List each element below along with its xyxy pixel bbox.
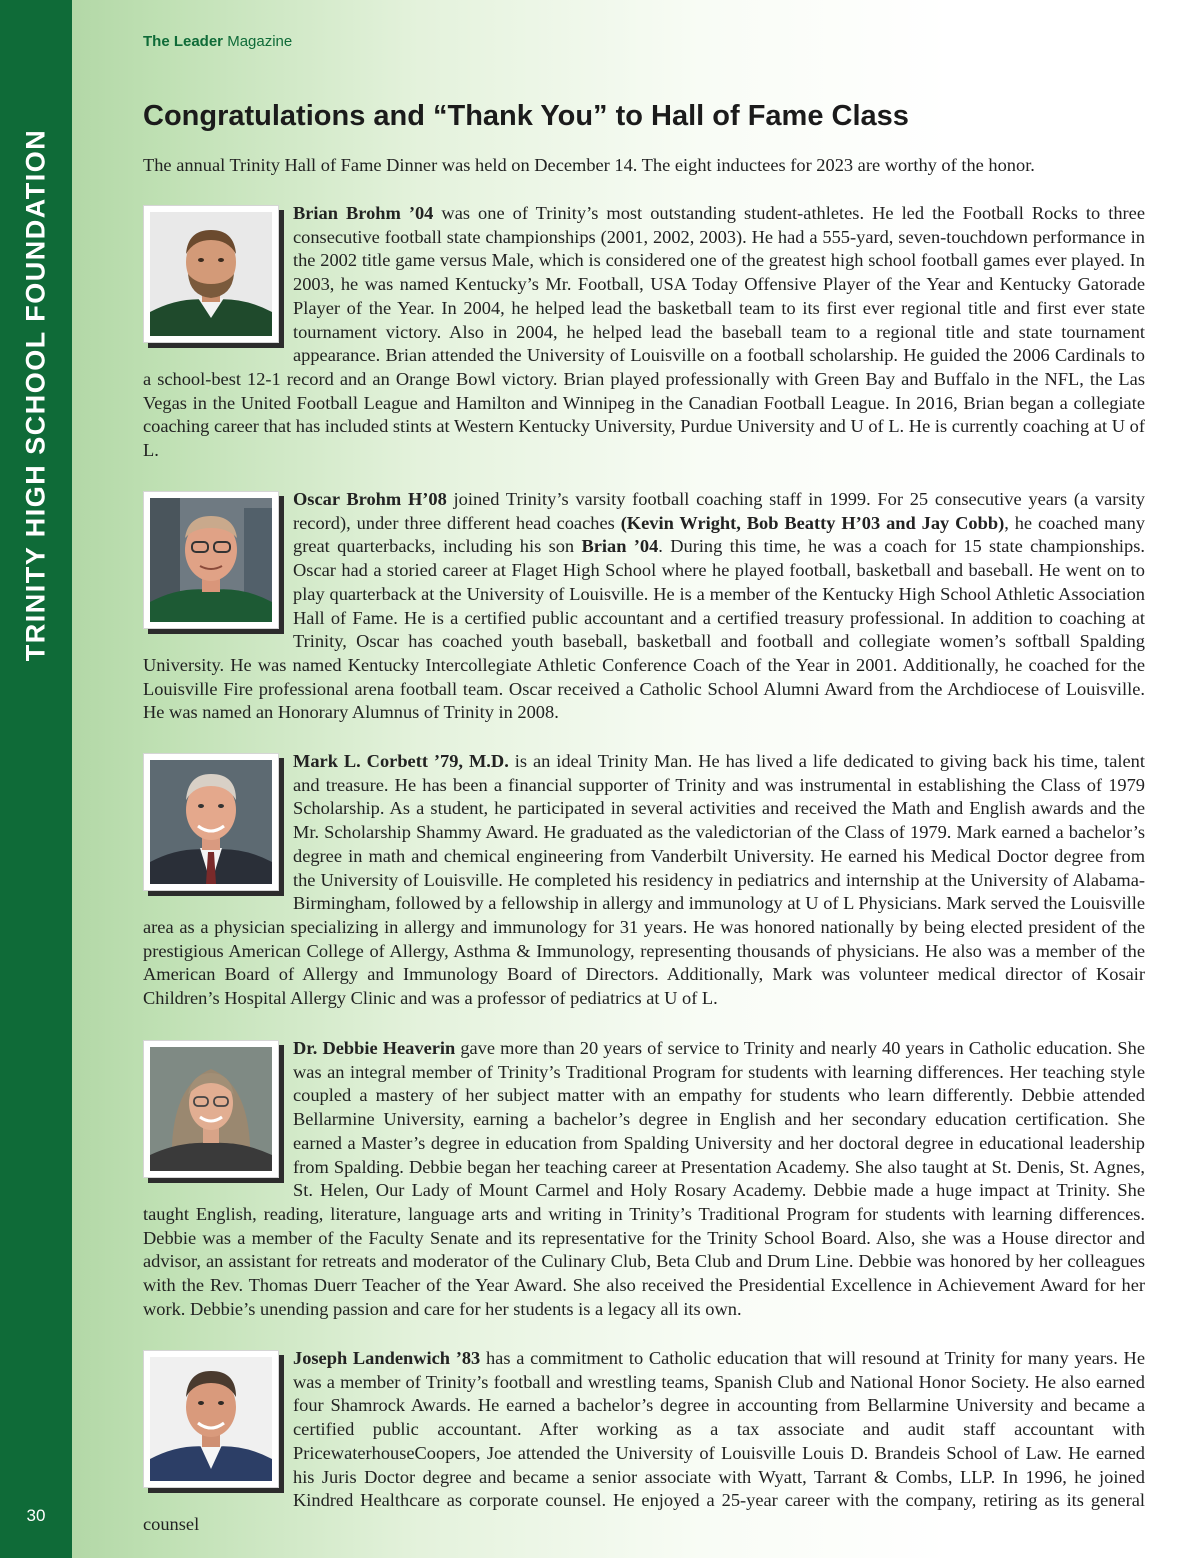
son-name: Brian ’04 — [581, 536, 659, 557]
bio-body: joined Trinity’s varsity football coaching staff in 1999. For 25 consecutive years (a varsity record), under three different head coaches — [293, 489, 1146, 533]
inductee-name: Oscar Brohm H’08 — [293, 489, 447, 509]
bio-body: was one of Trinity’s most outstanding student-athletes. He led the Football Rocks to three consecutive football state championships (2001, 2002, 2003). He had a 555-yard, seven-touchdown performance in the 2002 title game versus Male, which is considered one of the greatest high school football games ever played. In 2003, he was named Kentucky’s Mr. Football, USA Today Offensive Player of the Year and Kentucky Gatorade Player of the Year. In 2004, he helped lead the basketball team to its first ever regional title and first ever state tournament victory. Also in 2004, he helped lead the baseball team to a regional title and state tournament appearance. Brian attended the University of Louisville on a football scholarship. He guided the 2006 Cardinals to a school-best 12-1 record and an Orange Bowl victory. Brian played professionally with Green Bay and Buffalo in the NFL, the Las Vegas in the United Football League and Hamilton and Winnipeg in the Canadian Football League. In 2016, Brian began a collegiate coaching career that has included stints at Western Kentucky University, Purdue University and U of L. He is currently coaching at U of L. — [143, 203, 1146, 461]
page-title: Congratulations and “Thank You” to Hall of Fame Class — [143, 100, 909, 132]
masthead — [143, 33, 292, 50]
inductee-name: Mark L. Corbett ’79, M.D. — [293, 751, 509, 771]
inductee-name: Brian Brohm ’04 — [293, 203, 434, 223]
portrait-photo — [143, 491, 279, 629]
portrait-debbie-icon — [150, 1047, 272, 1171]
bio-text — [143, 1347, 1145, 1537]
bio-body: gave more than 20 years of service to Trinity and nearly 40 years in Catholic education. She was an integral member of Trinity’s Traditional Program for students with learning differences. Her teaching style coupled a mastery of her subject matter with an empathy for students who learn differently. Debbie attended Bellarmine University, earning a bachelor’s degree in English and her secondary education certification. She earned a Master’s degree in education from Spalding University and her doctoral degree in educational leadership from Spalding. Debbie began her teaching career at Presentation Academy. She also taught at St. Denis, St. Agnes, St. Helen, Our Lady of Mount Carmel and Holy Rosary Academy. Debbie made a huge impact at Trinity. She taught English, reading, literature, language arts and writing in Trinity’s Traditional Program for students with learning differences. Debbie was a member of the Faculty Senate and its representative for the Trinity School Board. Also, she was a House director and advisor, an assistant for retreats and moderator of the Culinary Club, Beta Club and Drum Line. Debbie was honored by her colleagues with the Rev. Thomas Duerr Teacher of the Year Award. She also received the Presidential Excellence in Achievement Award for her work. Debbie’s unending passion and care for her students is a legacy all its own. — [143, 1038, 1145, 1319]
bio-text — [143, 202, 1145, 463]
masthead-suffix: Magazine — [223, 33, 293, 50]
bio-text — [143, 488, 1145, 725]
bio-debbie-heaverin — [143, 1037, 1145, 1321]
bio-mark-corbett — [143, 750, 1145, 1011]
masthead-brand: The Leader — [143, 33, 224, 50]
intro-paragraph: The annual Trinity Hall of Fame Dinner was held on December 14. The eight inductees for 2023 are worthy of the honor. — [143, 155, 1035, 175]
bio-oscar-brohm — [143, 488, 1145, 725]
portrait-mark-icon — [150, 760, 272, 884]
inductee-name: Dr. Debbie Heaverin — [293, 1038, 456, 1058]
page-number: 30 — [26, 1506, 46, 1525]
portrait-oscar-icon — [150, 498, 272, 622]
inductee-name: Joseph Landenwich ’83 — [293, 1348, 481, 1368]
portrait-photo — [143, 753, 279, 891]
portrait-brian-icon — [150, 212, 272, 336]
bio-joseph-landenwich — [143, 1347, 1145, 1537]
portrait-photo — [143, 1040, 279, 1178]
bio-body: . During this time, he was a coach for 15 state championships. Oscar had a storied career at Flaget High School where he played football, basketball and baseball. He went on to play quarterback at the University of Louisville. He is a member of the Kentucky High School Athletic Association Hall of Fame. He is a certified public accountant and a certified treasury professional. In addition to coaching at Trinity, Oscar has coached youth baseball, basketball and football and collegiate women’s softball Spalding University. He was named Kentucky Intercollegiate Athletic Conference Coach of the Year in 2001. Additionally, he coached for the Louisville Fire professional arena football team. Oscar received a Catholic School Alumni Award from the Archdiocese of Louisville. He was named an Honorary Alumnus of Trinity in 2008. — [143, 536, 1145, 723]
bio-body: has a commitment to Catholic education that will resound at Trinity for many years. He was a member of Trinity’s football and wrestling teams, Spanish Club and National Honor Society. He also earned four Shamrock Awards. He earned a bachelor’s degree in accounting from Bellarmine University and became a certified public accountant. After working as a tax associate and audit staff accountant with PricewaterhouseCoopers, Joe attended the University of Louisville Louis D. Brandeis School of Law. He earned his Juris Doctor degree and became a senior associate with Wyatt, Tarrant & Combs, LLP. In 1996, he joined Kindred Healthcare as corporate counsel. He enjoyed a 25-year career with the company, retiring as its general counsel — [143, 1348, 1145, 1534]
bio-text — [143, 1037, 1145, 1321]
foundation-title: TRINITY HIGH SCHOOL FOUNDATION — [20, 128, 51, 662]
bio-brian-brohm — [143, 202, 1145, 463]
sidebar-band — [0, 0, 72, 1558]
bio-body: is an ideal Trinity Man. He has lived a life dedicated to giving back his time, talent and treasure. He has been a financial supporter of Trinity and was instrumental in establishing the Class of 1979 Scholarship. As a student, he participated in several activities and received the Math and English awards and the Mr. Scholarship Shammy Award. He graduated as the valedictorian of the Class of 1979. Mark earned a bachelor’s degree in math and chemical engineering from Vanderbilt University. He earned his Medical Doctor degree from the University of Louisville. He completed his residency in pediatrics and internship at the University of Alabama-Birmingham, followed by a fellowship in allergy and immunology at U of L Physicians. Mark served the Louisville area as a physician specializing in allergy and immunology for 31 years. He was honored nationally by being elected president of the prestigious American College of Allergy, Asthma & Immunology, representing thousands of physicians. He also was a member of the American Board of Allergy and Immunology Board of Directors. Additionally, Mark was volunteer medical director of Kosair Children’s Hospital Allergy Clinic and was a professor of pediatrics at U of L. — [143, 751, 1145, 1009]
portrait-photo — [143, 205, 279, 343]
portrait-photo — [143, 1350, 279, 1488]
coach-names: (Kevin Wright, Bob Beatty H’03 and Jay Cobb) — [620, 512, 1005, 533]
portrait-joseph-icon — [150, 1357, 272, 1481]
bio-body: , he coached many great quarterbacks, including his son — [293, 512, 1146, 557]
bio-text — [143, 750, 1145, 1011]
